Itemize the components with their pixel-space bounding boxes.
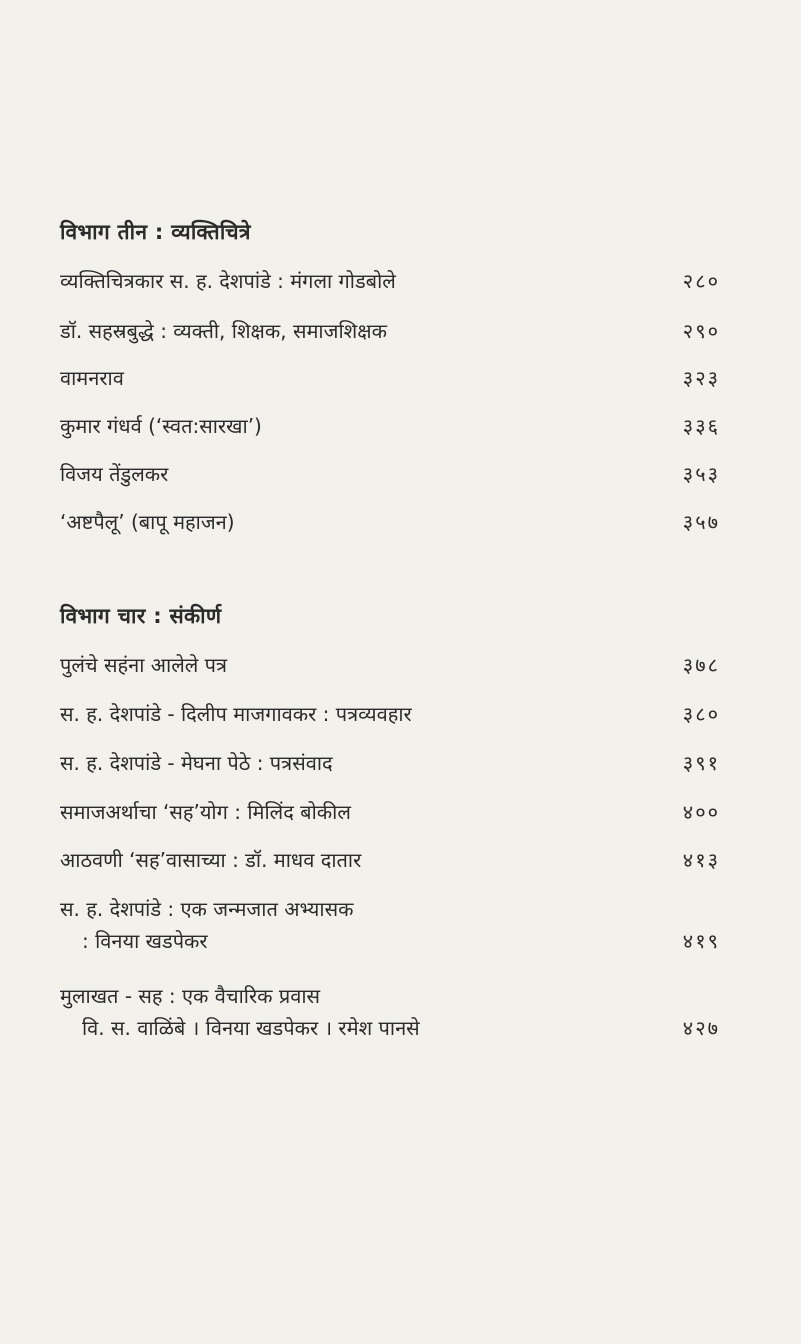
entry-title: स. ह. देशपांडे : एक जन्मजात अभ्यासक <box>60 897 354 921</box>
entry-title: कुमार गंधर्व (‘स्वत:सारखा’) <box>60 414 262 438</box>
entry-title: विजय तेंडुलकर <box>60 462 169 486</box>
entry-title: डॉ. सहस्रबुद्धे : व्यक्ती, शिक्षक, समाजशिक्षक <box>60 319 387 343</box>
entry-page-number: ३७८ <box>682 653 720 677</box>
entry-page-number: ३५३ <box>682 462 720 486</box>
entry-page-number: ३८० <box>682 702 720 726</box>
entry-title: पुलंचे सहंना आलेले पत्र <box>60 653 228 677</box>
entry-page-number: ३२३ <box>682 366 720 390</box>
entry-page-number: ४०० <box>682 800 720 824</box>
entry-title: व्यक्तिचित्रकार स. ह. देशपांडे : मंगला गोडबोले <box>60 269 396 293</box>
entry-page-number: ४२७ <box>682 1016 720 1040</box>
entry-page-number: २८० <box>682 269 720 293</box>
entry-title: मुलाखत - सह : एक वैचारिक प्रवास <box>60 984 321 1008</box>
entry-title: ‘अष्टपैलू’ (बापू महाजन) <box>60 510 235 534</box>
entry-title: वामनराव <box>60 366 124 390</box>
section-heading: विभाग चार : संकीर्ण <box>60 604 222 628</box>
section-heading: विभाग तीन : व्यक्तिचित्रे <box>60 220 251 244</box>
entry-page-number: ४१३ <box>682 848 720 872</box>
entry-page-number: ३३६ <box>682 414 720 438</box>
entry-title: स. ह. देशपांडे - मेघना पेठे : पत्रसंवाद <box>60 751 333 775</box>
entry-title: आठवणी ‘सह’वासाच्या : डॉ. माधव दातार <box>60 848 362 872</box>
entry-title: समाजअर्थाचा ‘सह’योग : मिलिंद बोकील <box>60 800 351 824</box>
entry-page-number: २९० <box>682 319 720 343</box>
entry-page-number: ३९१ <box>682 751 720 775</box>
entry-title: स. ह. देशपांडे - दिलीप माजगावकर : पत्रव्यवहार <box>60 702 412 726</box>
entry-page-number: ४१९ <box>682 929 720 953</box>
entry-author-line: वि. स. वाळिंबे । विनया खडपेकर । रमेश पानसे <box>82 1016 420 1040</box>
entry-page-number: ३५७ <box>682 510 720 534</box>
entry-author-line: : विनया खडपेकर <box>82 929 208 953</box>
